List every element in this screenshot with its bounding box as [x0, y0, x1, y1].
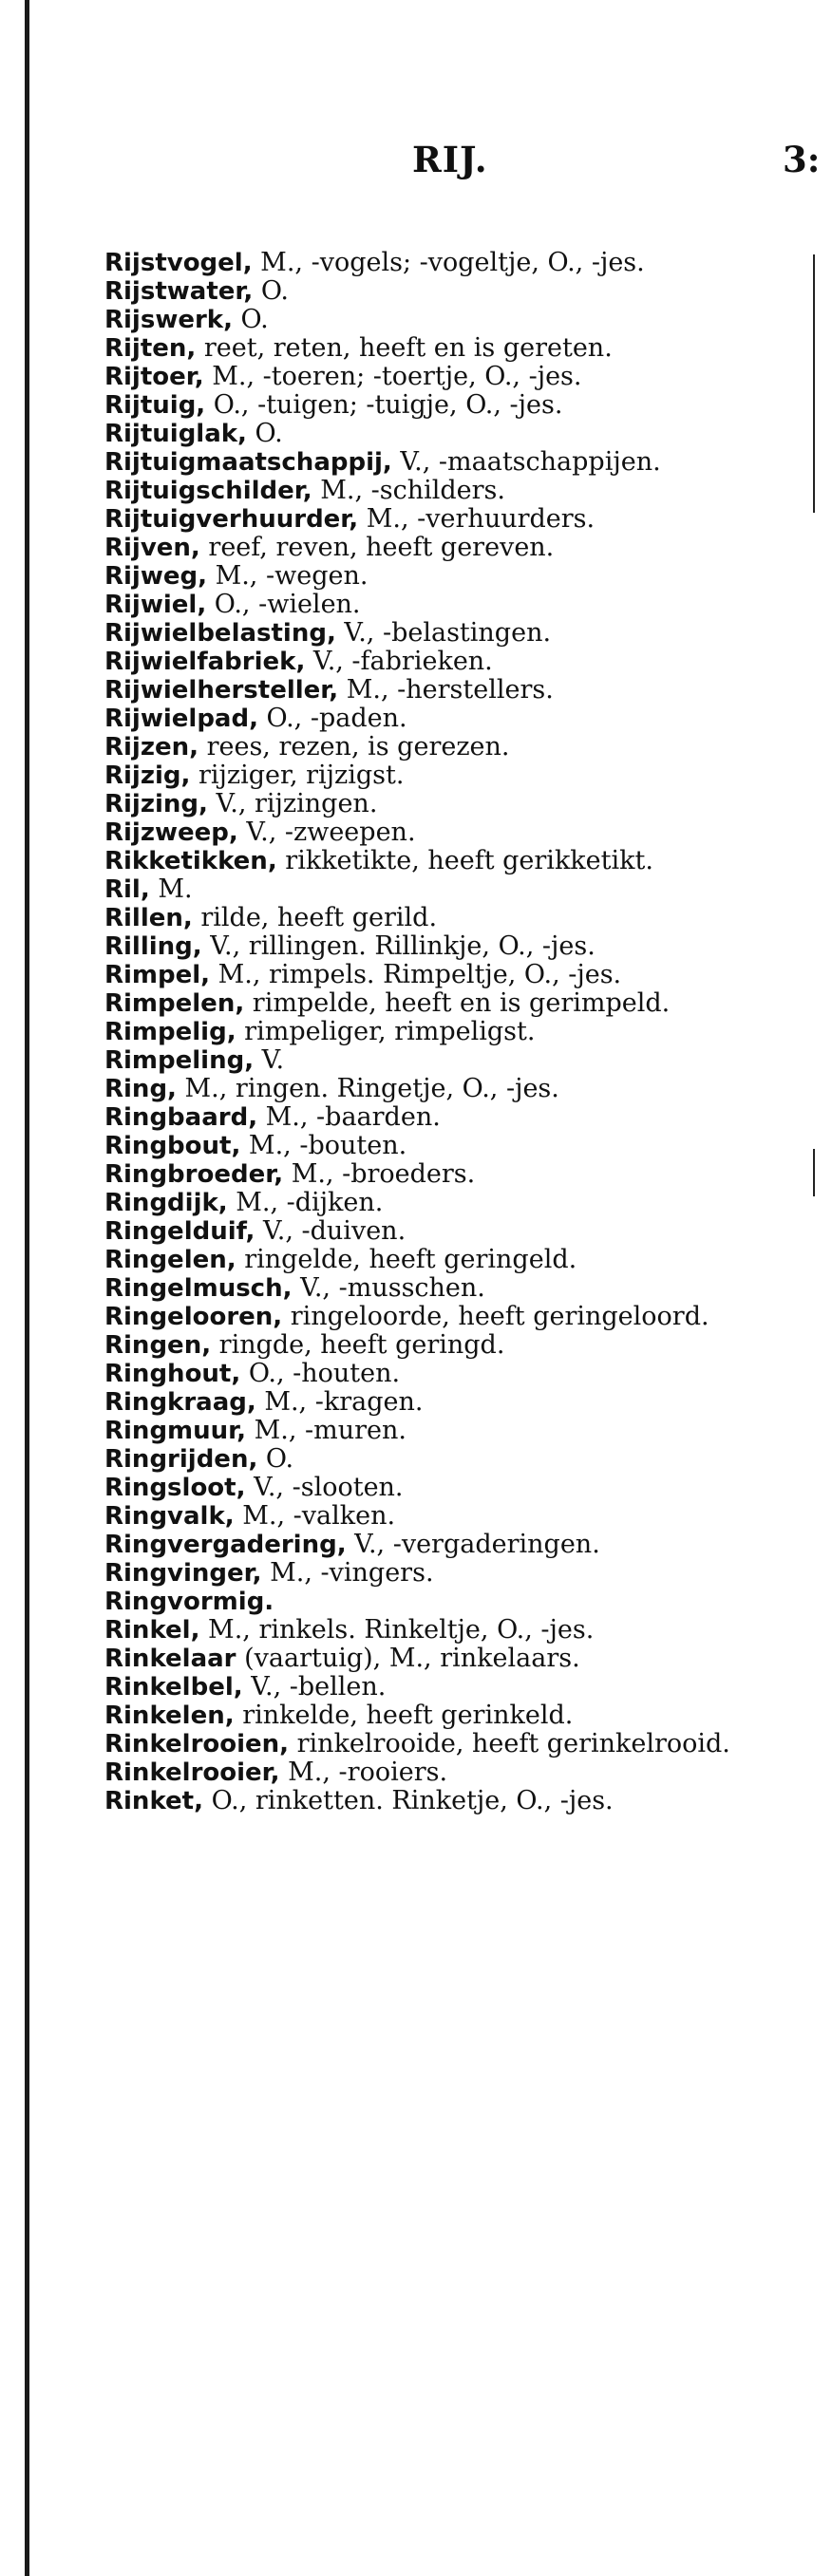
dictionary-entry — [104, 1075, 798, 1103]
entry-definition: V., -belastingen. — [335, 618, 552, 648]
entry-definition: M., -toeren; -toertje, O., -jes. — [203, 362, 582, 391]
dictionary-entry — [104, 1702, 798, 1730]
entry-definition: M., -broeders. — [283, 1159, 476, 1189]
entry-headword: Ringvergadering, — [104, 1531, 347, 1559]
entry-definition: V., -zweepen. — [237, 818, 416, 847]
entry-definition: O., -tuigen; -tuigje, O., -jes. — [205, 390, 563, 420]
entry-headword: Rimpeling, — [104, 1046, 255, 1075]
entry-definition: O., -paden. — [257, 704, 407, 733]
entry-headword: Ringrijden, — [104, 1445, 258, 1474]
entry-headword: Ringdijk, — [104, 1189, 228, 1217]
entry-headword: Rillen, — [104, 904, 193, 932]
dictionary-entry — [104, 1274, 798, 1303]
dictionary-entry — [104, 961, 798, 989]
dictionary-entry — [104, 1189, 798, 1217]
dictionary-entry — [104, 1303, 798, 1331]
entry-headword: Rilling, — [104, 932, 202, 961]
dictionary-entry — [104, 1445, 798, 1474]
dictionary-entry — [104, 505, 798, 534]
entry-headword: Rijwielhersteller, — [104, 676, 339, 705]
entry-definition: M., -herstellers. — [338, 675, 554, 705]
entry-headword: Ringelduif, — [104, 1217, 255, 1246]
dictionary-entry — [104, 818, 798, 847]
dictionary-entry — [104, 1616, 798, 1645]
entry-headword: Ringhout, — [104, 1360, 241, 1388]
dictionary-entry — [104, 363, 798, 391]
dictionary-entry — [104, 1018, 798, 1046]
entry-definition: reef, reven, heeft gereven. — [199, 533, 555, 562]
entry-definition: rinkelde, heeft gerinkeld. — [234, 1701, 574, 1730]
dictionary-entry — [104, 249, 798, 277]
entry-headword: Rijstwater, — [104, 277, 254, 306]
entry-headword: Rijtuigschilder, — [104, 477, 312, 505]
dictionary-entry — [104, 306, 798, 334]
dictionary-entry — [104, 762, 798, 790]
entry-definition: M., -wegen. — [207, 561, 369, 591]
entry-headword: Rinket, — [104, 1787, 203, 1815]
dictionary-entry — [104, 334, 798, 363]
right-margin-rule — [813, 1149, 815, 1196]
entry-headword: Ringbaard, — [104, 1103, 258, 1132]
entry-definition: M. — [149, 874, 193, 904]
dictionary-entries — [104, 249, 798, 1815]
dictionary-entry — [104, 477, 798, 505]
entry-definition: M., -vogels; -vogeltje, O., -jes. — [252, 248, 645, 277]
dictionary-entry — [104, 562, 798, 591]
entry-headword: Rinkel, — [104, 1616, 200, 1645]
entry-definition: V., rijzingen. — [207, 789, 378, 818]
left-margin-rule — [25, 0, 29, 2576]
entry-definition: reet, reten, heeft en is gereten. — [196, 333, 613, 363]
entry-headword: Ringelooren, — [104, 1303, 283, 1331]
dictionary-entry — [104, 1559, 798, 1588]
entry-headword: Ringkraag, — [104, 1388, 256, 1417]
entry-definition: V., rillingen. Rillinkje, O., -jes. — [201, 931, 596, 961]
entry-headword: Rijzweep, — [104, 818, 238, 847]
dictionary-entry — [104, 591, 798, 619]
entry-definition: O., -houten. — [240, 1359, 401, 1388]
dictionary-entry — [104, 1417, 798, 1445]
entry-definition: O. — [232, 305, 269, 334]
dictionary-entry — [104, 1730, 798, 1758]
entry-headword: Rijwielbelasting, — [104, 619, 336, 648]
entry-definition: O. — [246, 419, 283, 448]
entry-definition: M., -kragen. — [255, 1387, 424, 1417]
dictionary-entry — [104, 1388, 798, 1417]
entry-definition: V., -slooten. — [245, 1473, 404, 1502]
dictionary-entry — [104, 1673, 798, 1702]
entry-headword: Ringvormig. — [104, 1588, 274, 1616]
entry-headword: Rijven, — [104, 534, 200, 562]
entry-definition: V., -fabrieken. — [305, 647, 493, 676]
entry-headword: Rijtuiglak, — [104, 420, 247, 448]
entry-headword: Rinkelbel, — [104, 1673, 243, 1702]
dictionary-entry — [104, 391, 798, 420]
page-header — [0, 139, 832, 196]
entry-definition: rees, rezen, is gerezen. — [199, 732, 510, 762]
entry-headword: Rinkelaar — [104, 1645, 236, 1673]
entry-definition: V. — [254, 1045, 285, 1075]
entry-headword: Rinkelrooier, — [104, 1758, 280, 1787]
entry-definition: V., -maatschappijen. — [391, 447, 661, 477]
entry-definition: rikketikte, heeft gerikketikt. — [276, 846, 653, 875]
entry-definition: M., -bouten. — [240, 1131, 407, 1160]
entry-headword: Ringsloot, — [104, 1474, 246, 1502]
entry-headword: Ril, — [104, 875, 150, 904]
entry-definition: M., -rooiers. — [279, 1758, 448, 1787]
entry-headword: Rijten, — [104, 334, 197, 363]
entry-headword: Rijzig, — [104, 762, 191, 790]
entry-definition: rimpeliger, rimpeligst. — [236, 1017, 536, 1046]
entry-headword: Ringbroeder, — [104, 1160, 284, 1189]
dictionary-entry — [104, 1531, 798, 1559]
entry-headword: Ringelen, — [104, 1246, 236, 1274]
dictionary-entry — [104, 619, 798, 648]
dictionary-entry — [104, 705, 798, 733]
page-number: 3: — [783, 139, 821, 180]
entry-definition: ringde, heeft geringd. — [211, 1330, 505, 1360]
dictionary-entry — [104, 1787, 798, 1815]
entry-definition: V., -musschen. — [292, 1273, 485, 1303]
entry-definition: V., -bellen. — [242, 1672, 387, 1702]
entry-headword: Ringvalk, — [104, 1502, 235, 1531]
dictionary-entry — [104, 1588, 798, 1616]
entry-headword: Rijtuigverhuurder, — [104, 505, 359, 534]
entry-headword: Rimpelen, — [104, 989, 245, 1018]
dictionary-entry — [104, 989, 798, 1018]
dictionary-entry — [104, 1474, 798, 1502]
dictionary-entry — [104, 904, 798, 932]
dictionary-entry — [104, 733, 798, 762]
entry-headword: Rikketikken, — [104, 847, 277, 875]
entry-definition: M., -dijken. — [227, 1188, 384, 1217]
entry-headword: Rijstvogel, — [104, 249, 253, 277]
dictionary-entry — [104, 1645, 798, 1673]
entry-headword: Rijtuig, — [104, 391, 206, 420]
dictionary-entry — [104, 1046, 798, 1075]
entry-definition: ringelde, heeft geringeld. — [236, 1245, 577, 1274]
dictionary-entry — [104, 1160, 798, 1189]
dictionary-entry — [104, 277, 798, 306]
entry-headword: Rijtuigmaatschappij, — [104, 448, 392, 477]
dictionary-entry — [104, 648, 798, 676]
dictionary-entry — [104, 1132, 798, 1160]
entry-headword: Ringelmusch, — [104, 1274, 293, 1303]
entry-definition: M., rimpels. Rimpeltje, O., -jes. — [210, 960, 622, 989]
entry-headword: Rijtoer, — [104, 363, 204, 391]
running-head: RIJ. — [412, 139, 488, 180]
entry-definition: M., -valken. — [234, 1501, 396, 1531]
dictionary-entry — [104, 1331, 798, 1360]
right-margin-rule — [813, 254, 815, 513]
entry-definition: M., -schilders. — [312, 476, 505, 505]
dictionary-entry — [104, 420, 798, 448]
dictionary-entry — [104, 534, 798, 562]
entry-headword: Ringvinger, — [104, 1559, 262, 1588]
entry-headword: Rijwiel, — [104, 591, 207, 619]
dictionary-entry — [104, 1103, 798, 1132]
dictionary-entry — [104, 790, 798, 818]
dictionary-entry — [104, 1502, 798, 1531]
entry-headword: Rimpel, — [104, 961, 211, 989]
entry-definition: ringeloorde, heeft geringeloord. — [282, 1302, 709, 1331]
dictionary-entry — [104, 847, 798, 875]
entry-headword: Rinkelrooien, — [104, 1730, 290, 1758]
entry-headword: Rijwielpad, — [104, 705, 258, 733]
entry-definition: M., ringen. Ringetje, O., -jes. — [176, 1074, 559, 1103]
entry-headword: Ringen, — [104, 1331, 212, 1360]
entry-headword: Rijswerk, — [104, 306, 233, 334]
entry-headword: Rijzing, — [104, 790, 208, 818]
entry-definition: rinkelrooide, heeft gerinkelrooid. — [289, 1729, 730, 1758]
entry-headword: Ringmuur, — [104, 1417, 247, 1445]
dictionary-entry — [104, 1360, 798, 1388]
entry-definition: rijziger, rijzigst. — [190, 761, 405, 790]
entry-definition: M., -muren. — [246, 1416, 407, 1445]
entry-headword: Ringbout, — [104, 1132, 241, 1160]
entry-headword: Rimpelig, — [104, 1018, 236, 1046]
dictionary-entry — [104, 932, 798, 961]
entry-definition: O. — [257, 1444, 294, 1474]
entry-headword: Rinkelen, — [104, 1702, 235, 1730]
dictionary-entry — [104, 676, 798, 705]
entry-definition: M., rinkels. Rinkeltje, O., -jes. — [199, 1615, 595, 1645]
entry-definition: O., -wielen. — [206, 590, 361, 619]
entry-definition: rimpelde, heeft en is gerimpeld. — [244, 988, 671, 1018]
entry-definition: M., -verhuurders. — [358, 504, 596, 534]
entry-definition: (vaartuig), M., rinkelaars. — [236, 1644, 580, 1673]
entry-definition: O. — [253, 276, 289, 306]
entry-definition: O., rinketten. Rinketje, O., -jes. — [202, 1786, 614, 1815]
entry-headword: Rijzen, — [104, 733, 199, 762]
dictionary-entry — [104, 1246, 798, 1274]
dictionary-entry — [104, 1217, 798, 1246]
entry-definition: rilde, heeft gerild. — [192, 903, 438, 932]
entry-definition: V., -duiven. — [255, 1216, 407, 1246]
entry-definition: M., -vingers. — [261, 1558, 434, 1588]
entry-definition: M., -baarden. — [257, 1102, 441, 1132]
dictionary-entry — [104, 1758, 798, 1787]
entry-headword: Rijwielfabriek, — [104, 648, 306, 676]
entry-headword: Ring, — [104, 1075, 177, 1103]
entry-definition: V., -vergaderingen. — [346, 1530, 600, 1559]
dictionary-entry — [104, 875, 798, 904]
entry-headword: Rijweg, — [104, 562, 207, 591]
dictionary-entry — [104, 448, 798, 477]
